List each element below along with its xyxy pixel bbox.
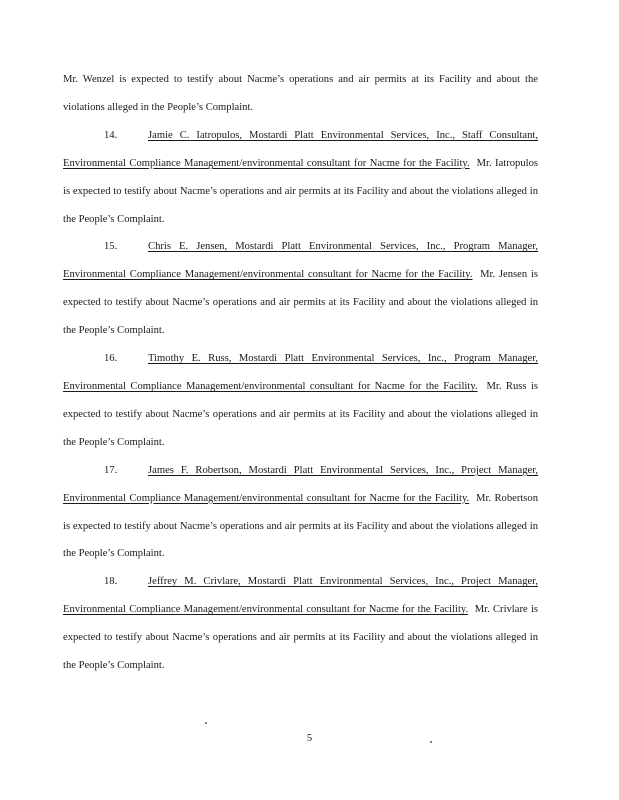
- paragraph-number: 16.: [104, 353, 118, 365]
- scan-speck: [430, 741, 432, 743]
- continuation-text: Mr. Wenzel is expected to testify about Nacme’s operations and air permits at its Facility and about the violations alleged in the People’s Complaint.: [63, 74, 538, 113]
- paragraph-number: 18.: [104, 576, 118, 588]
- testimony-text: Mr. Robertson is expected to testify about Nacme’s operations and air permits at its Facility and about the violations alleged in the People’s Complaint.: [63, 492, 539, 560]
- witness-paragraph-14: [63, 122, 538, 234]
- witness-paragraph-17: [63, 457, 538, 569]
- witness-paragraph-16: [63, 345, 538, 457]
- testimony-text: Mr. Iatropulos is expected to testify about Nacme’s operations and air permits at its Facility and about the violations alleged in the People’s Complaint.: [63, 157, 539, 225]
- witness-name: Chris E. Jensen, Mostardi Platt Environmental Services, Inc., Program Manager, Environmental Compliance Management/environmental consultant for Nacme for the Facility.: [63, 241, 538, 281]
- witness-name: Timothy E. Russ, Mostardi Platt Environmental Services, Inc., Program Manager, Environmental Compliance Management/environmental consultant for Nacme for the Facility.: [63, 353, 538, 392]
- continuation-paragraph: [63, 66, 538, 122]
- witness-name: James F. Robertson, Mostardi Platt Environmental Services, Inc., Project Manager, Environmental Compliance Management/environmental consultant for Nacme for the Facility.: [63, 464, 538, 504]
- paragraph-number: 14.: [104, 129, 118, 141]
- witness-name: Jeffrey M. Crivlare, Mostardi Platt Environmental Services, Inc., Project Manager, Environmental Compliance Management/environmental consultant for Nacme for the Facility.: [63, 576, 538, 616]
- page-number: 5: [306, 733, 313, 744]
- witness-name: Jamie C. Iatropulos, Mostardi Platt Environmental Services, Inc., Staff Consultant, Environmental Compliance Management/environmental consultant for Nacme for the Facility.: [63, 129, 538, 169]
- testimony-text: Mr. Russ is expected to testify about Nacme’s operations and air permits at its Facility and about the violations alleged in the People’s Complaint.: [63, 380, 539, 448]
- paragraph-number: 15.: [104, 241, 118, 253]
- witness-paragraph-15: [63, 233, 538, 345]
- witness-paragraph-18: [63, 568, 538, 680]
- testimony-text: Mr. Crivlare is expected to testify about Nacme’s operations and air permits at its Facility and about the violations alleged in the People’s Complaint.: [63, 604, 539, 672]
- scan-speck: [205, 722, 207, 724]
- document-body: [63, 66, 538, 680]
- paragraph-number: 17.: [104, 464, 118, 476]
- testimony-text: Mr. Jensen is expected to testify about Nacme’s operations and air permits at its Facility and about the violations alleged in the People’s Complaint.: [63, 269, 539, 337]
